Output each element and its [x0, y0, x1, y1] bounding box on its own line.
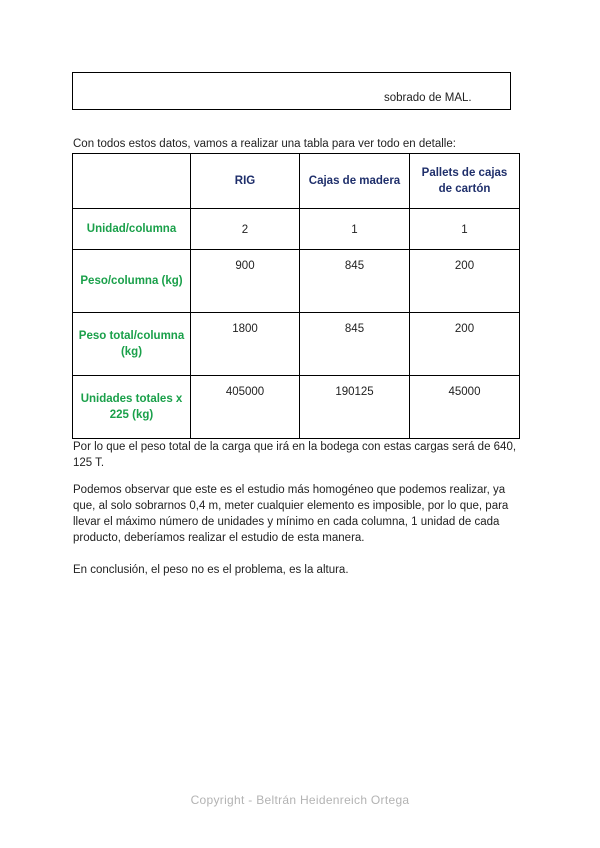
table-row [73, 250, 520, 313]
table-cell: 45000 [410, 376, 520, 439]
table-cell: 2 [191, 209, 300, 250]
row-label: Unidades totales x 225 (kg) [73, 376, 191, 439]
table-cell: 1 [300, 209, 410, 250]
table-cell: 190125 [300, 376, 410, 439]
table-row [73, 313, 520, 376]
row-label: Unidad/columna [73, 209, 191, 250]
row-label: Peso total/columna (kg) [73, 313, 191, 376]
table-cell: 1800 [191, 313, 300, 376]
table-cell: 1 [410, 209, 520, 250]
intro-paragraph: Con todos estos datos, vamos a realizar una tabla para ver todo en detalle: [73, 137, 456, 150]
table-header-cell: Cajas de madera [300, 154, 410, 209]
total-weight-paragraph: Por lo que el peso total de la carga que irá en la bodega con estas cargas será de 640, 125 T. [73, 440, 517, 469]
table-cell: 405000 [191, 376, 300, 439]
previous-page-text: sobrado de MAL. [384, 92, 472, 104]
copyright-footer: Copyright - Beltrán Heidenreich Ortega [190, 793, 410, 807]
row-label: Peso/columna (kg) [73, 250, 191, 313]
table-row [73, 209, 520, 250]
table-cell: 200 [410, 250, 520, 313]
table-header-cell [73, 154, 191, 209]
previous-page-text-box [72, 72, 511, 110]
observation-paragraph: Podemos observar que este es el estudio más homogéneo que podemos realizar, ya que, al solo sobrarnos 0,4 m, meter cualquier elemento es imposible, por lo que, para llevar el máximo número de unidades y mínimo en cada columna, 1 unidad de cada producto, deberíamos realizar el estudio de esta manera. [73, 483, 509, 544]
weights-table [72, 153, 520, 439]
table-cell: 845 [300, 313, 410, 376]
table-cell: 900 [191, 250, 300, 313]
table-cell: 200 [410, 313, 520, 376]
table-header-cell: RIG [191, 154, 300, 209]
conclusion-paragraph: En conclusión, el peso no es el problema, es la altura. [73, 563, 349, 576]
table-header-cell: Pallets de cajas de cartón [410, 154, 520, 209]
table-cell: 845 [300, 250, 410, 313]
table-header-row [73, 154, 520, 209]
table-row [73, 376, 520, 439]
